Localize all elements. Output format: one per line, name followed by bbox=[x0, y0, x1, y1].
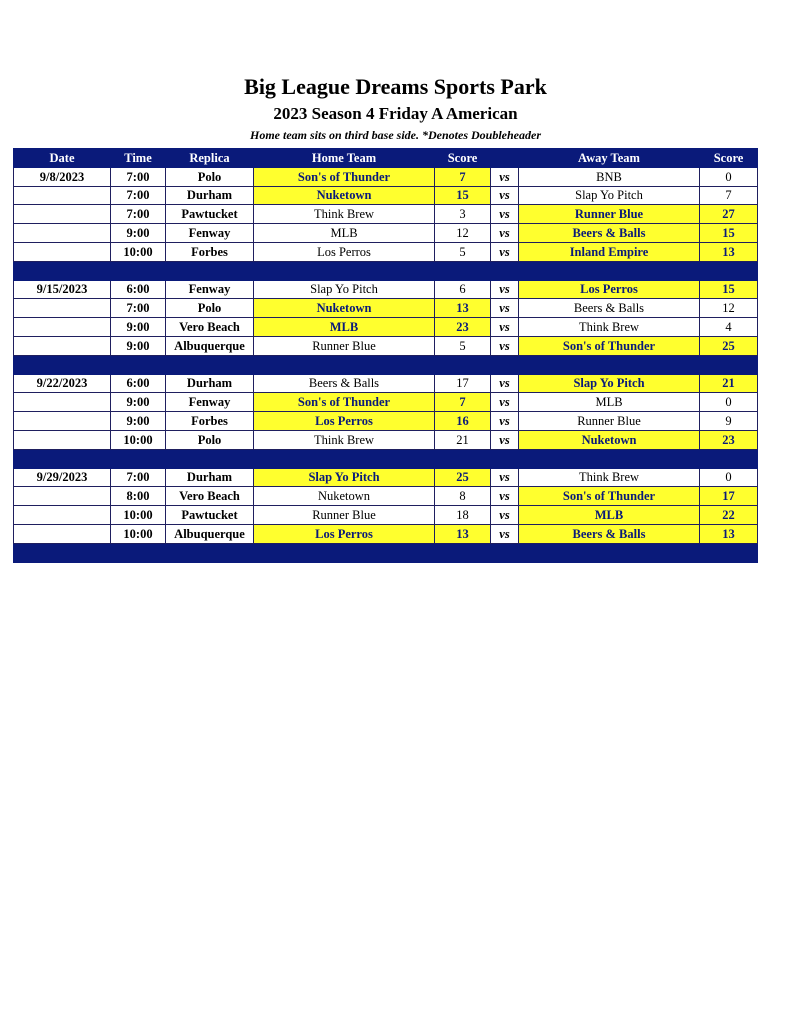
home-team: Los Perros bbox=[254, 412, 435, 431]
game-date bbox=[14, 336, 111, 355]
home-team: Los Perros bbox=[254, 242, 435, 261]
home-score: 5 bbox=[435, 336, 491, 355]
game-row bbox=[14, 318, 758, 337]
separator-cell bbox=[491, 261, 519, 280]
game-replica: Forbes bbox=[166, 242, 254, 261]
game-replica: Durham bbox=[166, 374, 254, 393]
game-replica: Fenway bbox=[166, 224, 254, 243]
home-score: 15 bbox=[435, 186, 491, 205]
game-replica: Forbes bbox=[166, 412, 254, 431]
game-time: 7:00 bbox=[111, 205, 166, 224]
game-date: 9/8/2023 bbox=[14, 167, 111, 186]
home-team: Nuketown bbox=[254, 186, 435, 205]
schedule-table bbox=[13, 148, 758, 563]
game-replica: Durham bbox=[166, 468, 254, 487]
separator-cell bbox=[14, 261, 111, 280]
vs-label: vs bbox=[491, 242, 519, 261]
header-row bbox=[14, 149, 758, 168]
separator-cell bbox=[491, 355, 519, 374]
separator-cell bbox=[519, 355, 700, 374]
game-replica: Pawtucket bbox=[166, 506, 254, 525]
home-score: 13 bbox=[435, 524, 491, 543]
home-team: Beers & Balls bbox=[254, 374, 435, 393]
away-team: Runner Blue bbox=[519, 412, 700, 431]
game-replica: Fenway bbox=[166, 280, 254, 299]
game-time: 7:00 bbox=[111, 167, 166, 186]
game-row bbox=[14, 224, 758, 243]
home-team: Son's of Thunder bbox=[254, 393, 435, 412]
game-row bbox=[14, 167, 758, 186]
away-score: 0 bbox=[700, 393, 758, 412]
vs-label: vs bbox=[491, 186, 519, 205]
game-date bbox=[14, 205, 111, 224]
away-team: MLB bbox=[519, 506, 700, 525]
vs-label: vs bbox=[491, 468, 519, 487]
game-time: 10:00 bbox=[111, 242, 166, 261]
game-row bbox=[14, 205, 758, 224]
away-score: 23 bbox=[700, 430, 758, 449]
home-team: Nuketown bbox=[254, 299, 435, 318]
away-score: 27 bbox=[700, 205, 758, 224]
game-row bbox=[14, 280, 758, 299]
away-score: 15 bbox=[700, 224, 758, 243]
game-time: 8:00 bbox=[111, 487, 166, 506]
away-score: 4 bbox=[700, 318, 758, 337]
game-time: 9:00 bbox=[111, 412, 166, 431]
home-score: 6 bbox=[435, 280, 491, 299]
away-team: Slap Yo Pitch bbox=[519, 374, 700, 393]
separator-cell bbox=[519, 543, 700, 562]
game-replica: Polo bbox=[166, 167, 254, 186]
column-header-replica: Replica bbox=[166, 149, 254, 168]
game-row bbox=[14, 336, 758, 355]
away-team: Inland Empire bbox=[519, 242, 700, 261]
home-score: 16 bbox=[435, 412, 491, 431]
game-date bbox=[14, 506, 111, 525]
game-date bbox=[14, 186, 111, 205]
game-date: 9/15/2023 bbox=[14, 280, 111, 299]
home-team: Think Brew bbox=[254, 205, 435, 224]
schedule-body bbox=[14, 167, 758, 562]
separator-cell bbox=[254, 543, 435, 562]
home-team: MLB bbox=[254, 224, 435, 243]
game-time: 10:00 bbox=[111, 524, 166, 543]
home-score: 13 bbox=[435, 299, 491, 318]
game-row bbox=[14, 186, 758, 205]
away-team: MLB bbox=[519, 393, 700, 412]
away-team: Slap Yo Pitch bbox=[519, 186, 700, 205]
home-score: 25 bbox=[435, 468, 491, 487]
game-time: 10:00 bbox=[111, 430, 166, 449]
game-date bbox=[14, 412, 111, 431]
separator-cell bbox=[519, 261, 700, 280]
away-score: 12 bbox=[700, 299, 758, 318]
game-time: 9:00 bbox=[111, 336, 166, 355]
column-header-vs bbox=[491, 149, 519, 168]
separator-cell bbox=[700, 449, 758, 468]
separator-cell bbox=[166, 543, 254, 562]
home-team: Son's of Thunder bbox=[254, 167, 435, 186]
away-score: 13 bbox=[700, 242, 758, 261]
game-date: 9/29/2023 bbox=[14, 468, 111, 487]
home-score: 7 bbox=[435, 167, 491, 186]
separator-cell bbox=[435, 543, 491, 562]
game-date bbox=[14, 299, 111, 318]
away-score: 9 bbox=[700, 412, 758, 431]
home-score: 17 bbox=[435, 374, 491, 393]
away-team: BNB bbox=[519, 167, 700, 186]
game-time: 6:00 bbox=[111, 374, 166, 393]
column-header-date: Date bbox=[14, 149, 111, 168]
game-time: 7:00 bbox=[111, 186, 166, 205]
separator-cell bbox=[111, 355, 166, 374]
separator-cell bbox=[700, 261, 758, 280]
vs-label: vs bbox=[491, 318, 519, 337]
separator-cell bbox=[14, 543, 111, 562]
away-score: 21 bbox=[700, 374, 758, 393]
game-date bbox=[14, 318, 111, 337]
game-date bbox=[14, 242, 111, 261]
separator-cell bbox=[254, 261, 435, 280]
away-team: Son's of Thunder bbox=[519, 487, 700, 506]
vs-label: vs bbox=[491, 167, 519, 186]
away-team: Think Brew bbox=[519, 468, 700, 487]
vs-label: vs bbox=[491, 374, 519, 393]
separator-cell bbox=[14, 355, 111, 374]
game-time: 7:00 bbox=[111, 299, 166, 318]
game-replica: Albuquerque bbox=[166, 336, 254, 355]
game-row bbox=[14, 412, 758, 431]
away-score: 17 bbox=[700, 487, 758, 506]
separator-cell bbox=[491, 543, 519, 562]
game-replica: Vero Beach bbox=[166, 318, 254, 337]
away-score: 13 bbox=[700, 524, 758, 543]
away-team: Beers & Balls bbox=[519, 224, 700, 243]
away-team: Runner Blue bbox=[519, 205, 700, 224]
home-score: 5 bbox=[435, 242, 491, 261]
vs-label: vs bbox=[491, 524, 519, 543]
home-team: Runner Blue bbox=[254, 506, 435, 525]
game-row bbox=[14, 299, 758, 318]
game-replica: Albuquerque bbox=[166, 524, 254, 543]
game-time: 9:00 bbox=[111, 393, 166, 412]
week-separator bbox=[14, 355, 758, 374]
vs-label: vs bbox=[491, 393, 519, 412]
separator-cell bbox=[700, 543, 758, 562]
game-row bbox=[14, 468, 758, 487]
game-replica: Durham bbox=[166, 186, 254, 205]
game-row bbox=[14, 524, 758, 543]
away-team: Beers & Balls bbox=[519, 524, 700, 543]
game-time: 6:00 bbox=[111, 280, 166, 299]
separator-cell bbox=[111, 543, 166, 562]
game-row bbox=[14, 393, 758, 412]
vs-label: vs bbox=[491, 224, 519, 243]
away-team: Son's of Thunder bbox=[519, 336, 700, 355]
game-date bbox=[14, 393, 111, 412]
week-separator bbox=[14, 449, 758, 468]
game-date bbox=[14, 524, 111, 543]
home-team: Los Perros bbox=[254, 524, 435, 543]
separator-cell bbox=[166, 449, 254, 468]
column-header-away-team: Away Team bbox=[519, 149, 700, 168]
separator-cell bbox=[111, 449, 166, 468]
home-score: 3 bbox=[435, 205, 491, 224]
game-time: 9:00 bbox=[111, 224, 166, 243]
game-row bbox=[14, 242, 758, 261]
game-date: 9/22/2023 bbox=[14, 374, 111, 393]
game-row bbox=[14, 374, 758, 393]
separator-cell bbox=[519, 449, 700, 468]
home-score: 8 bbox=[435, 487, 491, 506]
vs-label: vs bbox=[491, 336, 519, 355]
away-score: 0 bbox=[700, 468, 758, 487]
separator-cell bbox=[435, 355, 491, 374]
game-time: 9:00 bbox=[111, 318, 166, 337]
schedule-note: Home team sits on third base side. *Denotes Doubleheader bbox=[250, 128, 541, 142]
column-header-away-score: Score bbox=[700, 149, 758, 168]
game-time: 10:00 bbox=[111, 506, 166, 525]
week-separator bbox=[14, 543, 758, 562]
away-score: 0 bbox=[700, 167, 758, 186]
separator-cell bbox=[254, 449, 435, 468]
vs-label: vs bbox=[491, 487, 519, 506]
column-header-home-team: Home Team bbox=[254, 149, 435, 168]
away-score: 25 bbox=[700, 336, 758, 355]
home-score: 21 bbox=[435, 430, 491, 449]
separator-cell bbox=[166, 261, 254, 280]
game-replica: Polo bbox=[166, 430, 254, 449]
home-team: MLB bbox=[254, 318, 435, 337]
column-header-home-score: Score bbox=[435, 149, 491, 168]
game-replica: Vero Beach bbox=[166, 487, 254, 506]
separator-cell bbox=[491, 449, 519, 468]
game-time: 7:00 bbox=[111, 468, 166, 487]
game-date bbox=[14, 224, 111, 243]
away-score: 15 bbox=[700, 280, 758, 299]
away-team: Los Perros bbox=[519, 280, 700, 299]
game-date bbox=[14, 430, 111, 449]
home-team: Nuketown bbox=[254, 487, 435, 506]
vs-label: vs bbox=[491, 280, 519, 299]
vs-label: vs bbox=[491, 430, 519, 449]
separator-cell bbox=[435, 261, 491, 280]
game-row bbox=[14, 487, 758, 506]
game-date bbox=[14, 487, 111, 506]
game-replica: Polo bbox=[166, 299, 254, 318]
away-score: 22 bbox=[700, 506, 758, 525]
home-team: Runner Blue bbox=[254, 336, 435, 355]
separator-cell bbox=[14, 449, 111, 468]
separator-cell bbox=[111, 261, 166, 280]
home-team: Slap Yo Pitch bbox=[254, 280, 435, 299]
season-subtitle: 2023 Season 4 Friday A American bbox=[273, 104, 518, 123]
vs-label: vs bbox=[491, 506, 519, 525]
home-score: 12 bbox=[435, 224, 491, 243]
game-row bbox=[14, 430, 758, 449]
week-separator bbox=[14, 261, 758, 280]
away-team: Think Brew bbox=[519, 318, 700, 337]
separator-cell bbox=[254, 355, 435, 374]
home-score: 7 bbox=[435, 393, 491, 412]
vs-label: vs bbox=[491, 412, 519, 431]
game-replica: Fenway bbox=[166, 393, 254, 412]
away-team: Nuketown bbox=[519, 430, 700, 449]
home-team: Think Brew bbox=[254, 430, 435, 449]
home-score: 18 bbox=[435, 506, 491, 525]
separator-cell bbox=[166, 355, 254, 374]
separator-cell bbox=[435, 449, 491, 468]
vs-label: vs bbox=[491, 299, 519, 318]
away-team: Beers & Balls bbox=[519, 299, 700, 318]
away-score: 7 bbox=[700, 186, 758, 205]
vs-label: vs bbox=[491, 205, 519, 224]
separator-cell bbox=[700, 355, 758, 374]
game-row bbox=[14, 506, 758, 525]
home-score: 23 bbox=[435, 318, 491, 337]
game-replica: Pawtucket bbox=[166, 205, 254, 224]
home-team: Slap Yo Pitch bbox=[254, 468, 435, 487]
column-header-time: Time bbox=[111, 149, 166, 168]
page-title: Big League Dreams Sports Park bbox=[244, 74, 547, 99]
